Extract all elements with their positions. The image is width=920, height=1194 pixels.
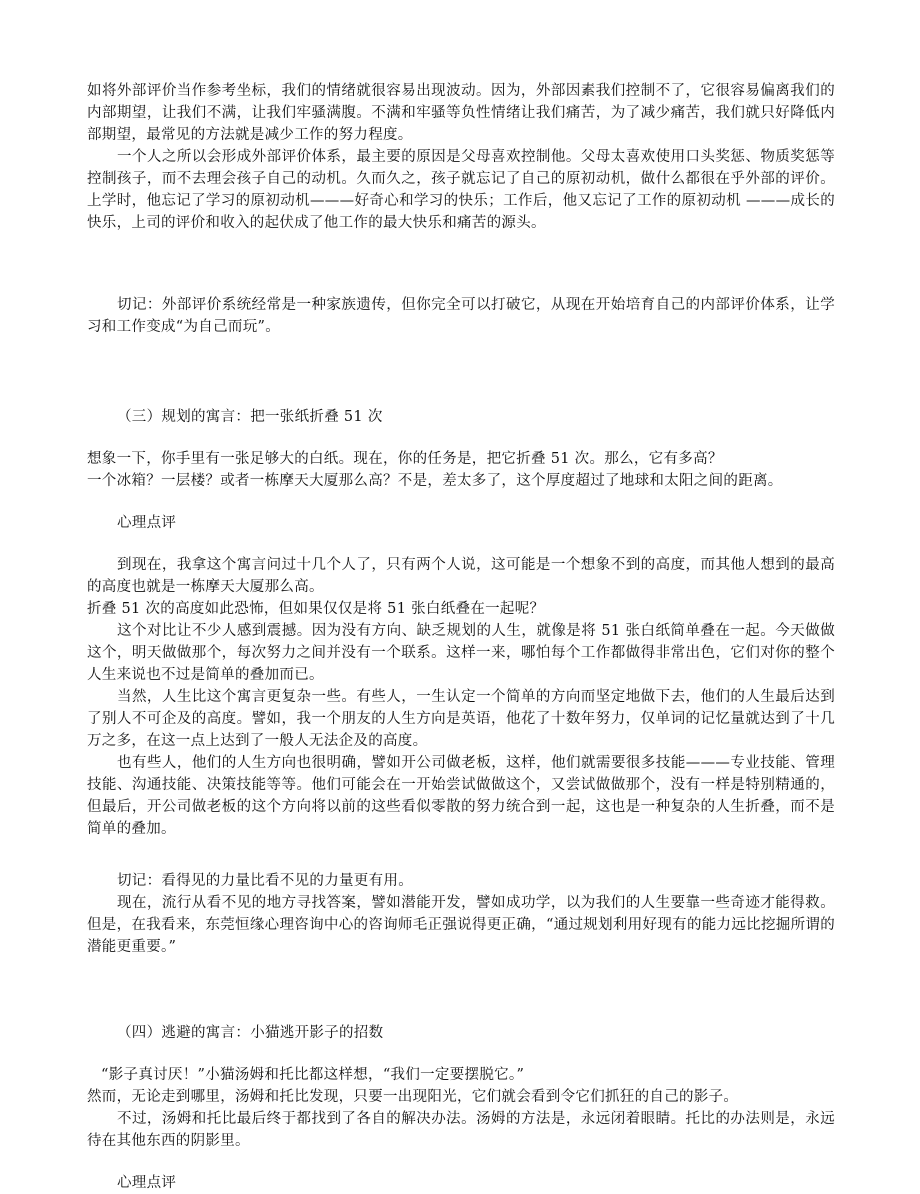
section-4-paragraph-1: “影子真讨厌！”小猫汤姆和托比都这样想，“我们一定要摆脱它。” <box>101 1067 525 1083</box>
section-3-paragraph-5: 这个对比让不少人感到震撼。因为没有方向、缺乏规划的人生，就像是将 51 张白纸简单叠在一起。今天做做这个，明天做做那个，每次努力之间并没有一个联系。这样一来，哪怕每个工作都做得非常出色，它们对你的整个人生来说也不过是简单的叠加而已。 <box>87 623 835 683</box>
section-3-paragraph-9: 现在，流行从看不见的地方寻找答案，譬如潜能开发，譬如成功学，以为我们的人生要靠一些奇迹才能得救。但是，在我看来，东莞恒缘心理咨询中心的咨询师毛正强说得更正确，“通过规划利用好现有的能力远比挖掘所谓的潜能更重要。” <box>87 895 835 955</box>
section-4-comment-heading: 心理点评 <box>117 1175 177 1191</box>
section-3-paragraph-2: 一个冰箱？一层楼？或者一栋摩天大厦那么高？不是，差太多了，这个厚度超过了地球和太阳之间的距离。 <box>87 473 783 489</box>
section-4-heading: （四）逃避的寓言：小猫逃开影子的招数 <box>117 1025 384 1041</box>
spacer <box>87 1152 835 1172</box>
intro-paragraph-2: 一个人之所以会形成外部评价体系，最主要的原因是父母喜欢控制他。父母太喜欢使用口头奖惩、物质奖惩等控制孩子，而不去理会孩子自己的动机。久而久之，孩子就忘记了自己的原初动机，做什么都很在乎外部的评价。上学时，他忘记了学习的原初动机———好奇心和学习的快乐；工作后，他又忘记了工作的原初动机 ———成长的快乐，上司的评价和收入的起伏成了他工作的最大快乐和痛苦的源头。 <box>87 149 835 231</box>
spacer <box>87 492 835 512</box>
section-3-takeaway: 切记：看得见的力量比看不见的力量更有用。 <box>117 873 413 889</box>
section-4-paragraph-2: 然而，无论走到哪里，汤姆和托比发现，只要一出现阳光，它们就会看到令它们抓狂的自己的影子。 <box>87 1089 739 1105</box>
section-3-heading: （三）规划的寓言：把一张纸折叠 51 次 <box>117 409 383 425</box>
spacer <box>87 840 835 870</box>
section-3-paragraph-7: 也有些人，他们的人生方向也很明确，譬如开公司做老板，这样，他们就需要很多技能———专业技能、管理技能、沟通技能、决策技能等等。他们可能会在一开始尝试做做这个，又尝试做做那个，没有一样是特别精通的，但最后，开公司做老板的这个方向将以前的这些看似零散的努力统合到一起，这也是一种复杂的人生折叠，而不是简单的叠加。 <box>87 755 835 837</box>
spacer <box>87 534 835 554</box>
section-3-paragraph-4: 折叠 51 次的高度如此恐怖，但如果仅仅是将 51 张白纸叠在一起呢？ <box>87 601 545 617</box>
spacer <box>87 1044 835 1064</box>
spacer <box>87 428 835 448</box>
section-3-paragraph-6: 当然，人生比这个寓言更复杂一些。有些人，一生认定一个简单的方向而坚定地做下去，他们的人生最后达到了别人不可企及的高度。譬如，我一个朋友的人生方向是英语，他花了十数年努力，仅单词的记忆量就达到了十几万之多，在这一点上达到了一般人无法企及的高度。 <box>87 689 835 749</box>
spacer <box>87 338 835 406</box>
intro-paragraph-1: 如将外部评价当作参考坐标，我们的情绪就很容易出现波动。因为，外部因素我们控制不了，它很容易偏离我们的内部期望，让我们不满，让我们牢骚满腹。不满和牢骚等负性情绪让我们痛苦，为了减少痛苦，我们就只好降低内部期望，最常见的方法就是减少工作的努力程度。 <box>87 83 835 143</box>
intro-takeaway: 切记：外部评价系统经常是一种家族遗传，但你完全可以打破它，从现在开始培育自己的内部评价体系，让学习和工作变成“为自己而玩”。 <box>87 297 835 335</box>
document-page <box>87 80 835 1194</box>
section-4-paragraph-3: 不过，汤姆和托比最后终于都找到了各自的解决办法。汤姆的方法是，永远闭着眼睛。托比的办法则是，永远待在其他东西的阴影里。 <box>87 1111 835 1149</box>
section-3-paragraph-3: 到现在，我拿这个寓言问过十几个人了，只有两个人说，这可能是一个想象不到的高度，而其他人想到的最高的高度也就是一栋摩天大厦那么高。 <box>87 557 835 595</box>
spacer <box>87 234 835 294</box>
section-3-paragraph-1: 想象一下，你手里有一张足够大的白纸。现在，你的任务是，把它折叠 51 次。那么，它有多高？ <box>87 451 723 467</box>
section-3-comment-heading: 心理点评 <box>117 515 177 531</box>
spacer <box>87 958 835 1022</box>
